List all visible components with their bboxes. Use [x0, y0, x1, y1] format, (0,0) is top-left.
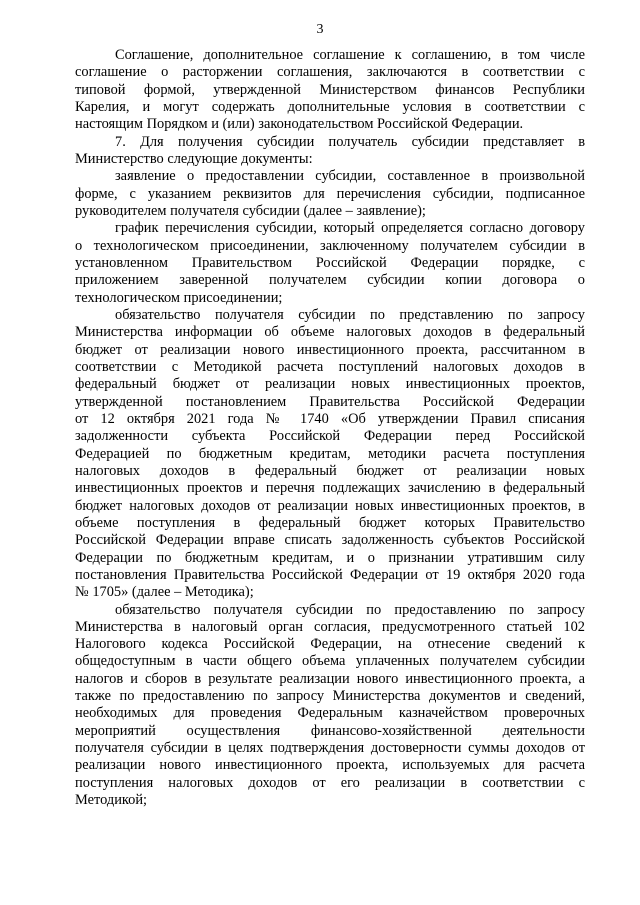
text-line: приложением заверенной получателем субсидии копии договора о — [75, 272, 585, 289]
text-line: Министерства информации об объеме налоговых доходов в федеральный — [75, 324, 585, 341]
text-line: Министерство следующие документы: — [75, 150, 313, 167]
text-line: соответствии с Методикой расчета поступлений налоговых доходов в — [75, 358, 585, 375]
text-line: форме, с указанием реквизитов для перечисления субсидии, подписанное — [75, 185, 585, 202]
text-line: общедоступным в части общего объема уплаченных получателем субсидии — [75, 653, 585, 670]
text-line: реализации нового инвестиционного проекта, используемых для расчета — [75, 757, 585, 774]
text-line: объеме поступления в федеральный бюджет которых Правительство — [75, 514, 585, 531]
text-line: Федерацией по бюджетным кредитам, методики расчета поступления — [75, 445, 585, 462]
text-line: Налогового кодекса Российской Федерации, на отнесение сведений к — [75, 636, 585, 653]
text-line: обязательство получателя субсидии по предоставлению по запросу — [115, 601, 585, 618]
text-line: настоящим Порядком и (или) законодательством Российской Федерации. — [75, 116, 524, 133]
text-line: бюджет от реализации нового инвестиционного проекта, рассчитанном в — [75, 341, 585, 358]
text-line: 7. Для получения субсидии получатель субсидии представляет в — [115, 133, 585, 150]
paragraph — [75, 134, 585, 169]
text-line: необходимых для проведения Федеральным казначейством проверочных — [75, 705, 585, 722]
text-line: Российской Федерации вправе списать задолженность субъектов Российской — [75, 532, 585, 549]
text-line: федеральный бюджет от реализации новых инвестиционных проектов, — [75, 376, 585, 393]
text-line: Министерства в налоговый орган согласия, предусмотренного статьей 102 — [75, 618, 585, 635]
text-line: типовой формой, утвержденной Министерством финансов Республики — [75, 81, 585, 98]
text-line: задолженности субъекта Российской Федерации перед Российской — [75, 428, 585, 445]
paragraph — [75, 220, 585, 307]
text-line: заявление о предоставлении субсидии, составленное в произвольной — [115, 168, 585, 185]
text-line: мероприятий осуществления финансово-хозяйственной деятельности — [75, 722, 585, 739]
text-line: инвестиционных проектов и перечня подлежащих зачислению в федеральный — [75, 480, 585, 497]
text-line: Соглашение, дополнительное соглашение к соглашению, в том числе — [115, 47, 585, 63]
text-line: Федерации по бюджетным кредитам, и о признании утратившим силу — [75, 549, 585, 566]
text-line: также по предоставлению по запросу Министерства документов и сведений, — [75, 688, 585, 705]
text-line: утвержденной постановлением Правительства Российской Федерации — [75, 393, 585, 410]
text-line: Карелия, и могут содержать дополнительные условия в соответствии с — [75, 98, 585, 115]
text-line: № 1705» (далее – Методика); — [75, 584, 254, 601]
paragraph — [75, 47, 585, 134]
text-line: график перечисления субсидии, который определяется согласно договору — [115, 220, 585, 237]
text-line: о технологическом присоединении, заключенному получателем субсидии в — [75, 237, 585, 254]
text-line: обязательство получателя субсидии по представлению по запросу — [115, 306, 585, 323]
text-line: налогов и сборов в результате реализации нового инвестиционного проекта, а — [75, 670, 585, 687]
paragraph — [75, 602, 585, 810]
text-line: от 12 октября 2021 года № 1740 «Об утверждении Правил списания — [75, 410, 585, 427]
text-line: получателя субсидии в целях подтверждения достоверности суммы доходов от — [75, 740, 585, 757]
text-line: установленном Правительством Российской Федерации порядке, с — [75, 254, 585, 271]
text-line: бюджет налоговых доходов от реализации новых инвестиционных проектов, в — [75, 497, 585, 514]
text-line: налоговых доходов в федеральный бюджет от реализации новых — [75, 462, 585, 479]
text-line: технологическом присоединении; — [75, 289, 283, 306]
text-line: поступления налоговых доходов от его реализации в соответствии с — [75, 774, 585, 791]
document-body — [75, 47, 585, 809]
text-line: Методикой; — [75, 792, 148, 809]
paragraph — [75, 307, 585, 602]
page-number: 3 — [316, 22, 324, 37]
paragraph — [75, 168, 585, 220]
text-line: постановления Правительства Российской Федерации от 19 октября 2020 года — [75, 566, 585, 583]
text-line: руководителем получателя субсидии (далее – заявление); — [75, 202, 426, 219]
text-line: соглашение о расторжении соглашения, заключаются в соответствии с — [75, 64, 585, 81]
